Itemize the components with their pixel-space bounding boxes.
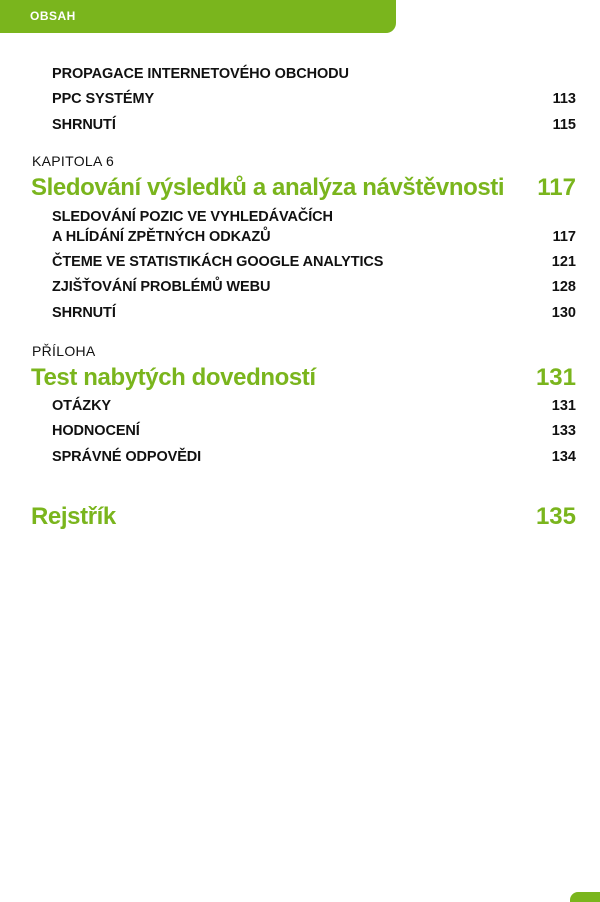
toc-item-title: PPC SYSTÉMY <box>52 91 155 107</box>
toc-item-title: ZJIŠŤOVÁNÍ PROBLÉMŮ WEBU <box>52 279 271 295</box>
toc-item-title: PROPAGACE INTERNETOVÉHO OBCHODU <box>52 66 349 82</box>
toc-item[interactable] <box>52 398 576 418</box>
toc-item[interactable] <box>52 91 576 111</box>
toc-item-title: ČTEME VE STATISTIKÁCH GOOGLE ANALYTICS <box>52 254 384 270</box>
header-tab <box>0 0 396 33</box>
toc-item[interactable] <box>52 66 576 86</box>
toc-item-page: 117 <box>552 229 576 245</box>
toc-item-title: OTÁZKY <box>52 398 112 414</box>
toc-item-page: 131 <box>551 398 576 414</box>
index-title[interactable] <box>31 503 576 533</box>
toc-item-page: 133 <box>551 423 576 439</box>
toc-item-title: A HLÍDÁNÍ ZPĚTNÝCH ODKAZŮ <box>52 229 271 245</box>
toc-item[interactable] <box>52 423 576 443</box>
toc-item-title: HODNOCENÍ <box>52 423 140 439</box>
toc-item-title: SPRÁVNÉ ODPOVĚDI <box>52 449 202 465</box>
index-title-text: Rejstřík <box>31 503 116 530</box>
page-corner-tab <box>570 892 600 902</box>
toc-item-page: 128 <box>551 279 576 295</box>
toc-item[interactable] <box>52 279 576 299</box>
toc-item-title: SLEDOVÁNÍ POZIC VE VYHLEDÁVAČÍCH <box>52 209 333 225</box>
toc-item[interactable] <box>52 254 576 274</box>
toc-item-title: SHRNUTÍ <box>52 117 116 133</box>
toc-item[interactable] <box>52 209 576 229</box>
chapter-title[interactable] <box>31 174 576 204</box>
appendix-title-text: Test nabytých dovedností <box>31 364 316 391</box>
chapter-title-page: 117 <box>537 174 576 201</box>
appendix-label: PŘÍLOHA <box>32 343 96 359</box>
toc-item-title: SHRNUTÍ <box>52 305 116 321</box>
toc-item[interactable] <box>52 305 576 325</box>
index-title-page: 135 <box>535 503 576 530</box>
toc-item-page: 130 <box>551 305 576 321</box>
toc-item[interactable] <box>52 229 576 249</box>
chapter-title-text: Sledování výsledků a analýza návštěvnosti <box>31 174 505 201</box>
header-label: OBSAH <box>30 9 76 23</box>
appendix-title-page: 131 <box>535 364 576 391</box>
chapter-label: KAPITOLA 6 <box>32 153 115 169</box>
toc-item[interactable] <box>52 449 576 469</box>
appendix-title[interactable] <box>31 364 576 394</box>
toc-item-page: 121 <box>551 254 576 270</box>
toc-item-page: 134 <box>551 449 576 465</box>
toc-item-page: 113 <box>552 91 576 107</box>
toc-item-page: 115 <box>552 117 576 133</box>
toc-item[interactable] <box>52 117 576 137</box>
